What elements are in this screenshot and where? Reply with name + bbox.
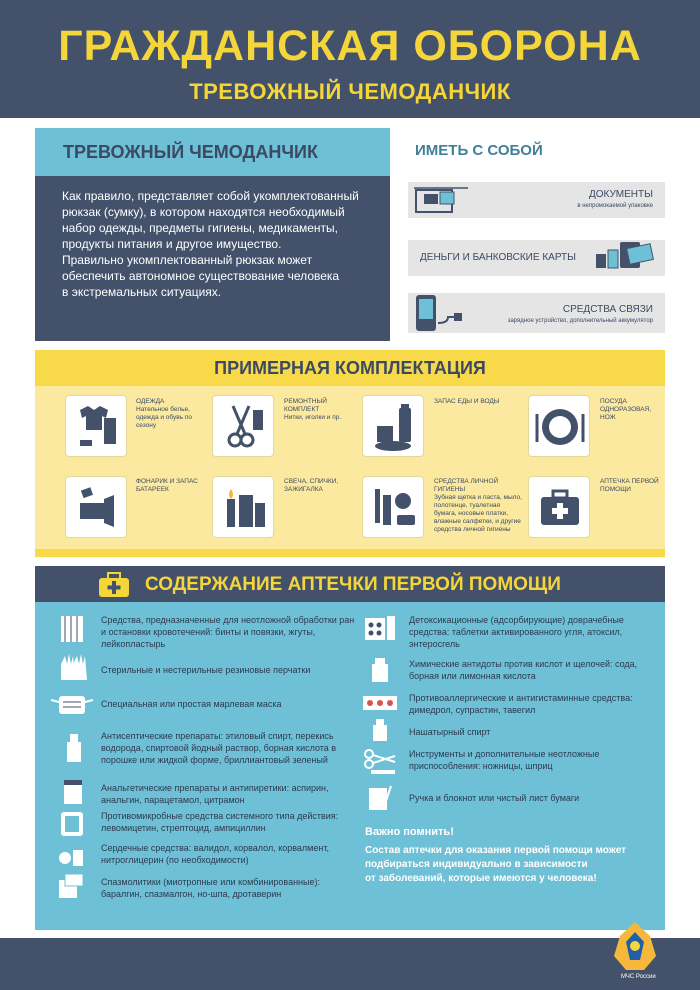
- header: [0, 0, 700, 118]
- intro-line: Как правило, представляет собой укомплектованный: [62, 189, 359, 203]
- aid-item: Антисептические препараты: этиловый спирт, перекись водорода, спиртовой йодный раствор, борная кислота в порошке или жидкой форме, бриллиантовый зеленый: [101, 731, 337, 765]
- remember-line: от заболеваний, которые имеются у человека!: [365, 873, 597, 884]
- bandage-icon: [59, 614, 87, 644]
- brand-label: МЧС России: [621, 974, 656, 980]
- aid-item: Химические антидоты против кислот и щелочей: сода, борная или лимонная кислота: [409, 659, 638, 681]
- kit-label: ПОСУДА ОДНОРАЗОВАЯ, НОЖ: [600, 398, 652, 421]
- carry-item-communication: [408, 293, 665, 333]
- kit-section: [35, 350, 665, 557]
- carry-label: ДЕНЬГИ И БАНКОВСКИЕ КАРТЫ: [420, 252, 576, 263]
- kit-label: ОДЕЖДА Нательное белье, одежда и обувь по сезону: [136, 398, 193, 429]
- intro-title: ТРЕВОЖНЫЙ ЧЕМОДАНЧИК: [63, 142, 318, 162]
- remember-line: подбираться индивидуально в зависимости: [365, 859, 588, 870]
- antidote-icon: [369, 656, 391, 684]
- carry-sub: в непромокаемой упаковке: [577, 203, 653, 209]
- aid-item: Спазмолитики (миотропные или комбинированные): баралгин, спазмалгон, но-шпа, дротаверин: [101, 877, 320, 899]
- intro-text: [35, 176, 390, 341]
- intro-line: рюкзак (сумку), в котором находятся необходимый: [62, 205, 345, 219]
- carry-label: СРЕДСТВА СВЯЗИ: [562, 304, 653, 315]
- flashlight-icon: [65, 476, 127, 538]
- aid-item: Специальная или простая марлевая маска: [101, 699, 282, 709]
- dishes-icon: [528, 395, 590, 457]
- carry-title: ИМЕТЬ С СОБОЙ: [415, 142, 543, 159]
- intro-line: обеспечить автономное существование человека: [62, 269, 340, 283]
- remember-text: [365, 844, 655, 886]
- intro-title-bar: [35, 128, 390, 176]
- mask-icon: [49, 692, 95, 720]
- sewing-kit-icon: [212, 395, 274, 457]
- aid-item: Детоксикационные (адсорбирующие) доврачебные средства: таблетки активированного угля, атоксил, энтеросгель: [409, 615, 624, 649]
- antimicrobial-icon: [59, 810, 85, 838]
- spasmolytic-icon: [57, 872, 85, 900]
- aid-section: [35, 566, 665, 930]
- tablets-icon: [363, 614, 397, 644]
- aid-item: Средства, предназначенные для неотложной обработки ран и остановки кровотечений: бинты и повязки, жгуты, лейкопластырь: [101, 615, 355, 649]
- kit-title: ПРИМЕРНАЯ КОМПЛЕКТАЦИЯ: [214, 358, 486, 378]
- intro-line: Правильно укомплектованный рюкзак может: [62, 253, 313, 267]
- food-water-icon: [362, 395, 424, 457]
- kit-label: СВЕЧА, СПИЧКИ, ЗАЖИГАЛКА: [284, 478, 339, 493]
- emercom-emblem-icon: [610, 918, 660, 974]
- hygiene-icon: [362, 476, 424, 538]
- intro-line: набор одежды, предметы гигиены, медикаменты,: [62, 221, 339, 235]
- aid-item: Ручка и блокнот или чистый лист бумаги: [409, 793, 580, 803]
- kit-label: ФОНАРИК И ЗАПАС БАТАРЕЕК: [136, 478, 198, 493]
- aid-title: СОДЕРЖАНИЕ АПТЕЧКИ ПЕРВОЙ ПОМОЩИ: [145, 574, 561, 595]
- candle-icon: [212, 476, 274, 538]
- remember-title: Важно помнить!: [365, 826, 454, 838]
- aid-item: Анальгетические препараты и антипиретики: аспирин, анальгин, парацетамол, цитрамон: [101, 783, 329, 805]
- money-cards-icon: [584, 236, 664, 276]
- carry-sub: зарядное устройство, дополнительный аккумулятор: [507, 318, 653, 324]
- kit-label: РЕМОНТНЫЙ КОМПЛЕКТ Нитки, иголки и пр.: [284, 398, 342, 421]
- intro-line: в экстремальных ситуациях.: [62, 285, 222, 299]
- kit-label: ЗАПАС ЕДЫ И ВОДЫ: [434, 398, 500, 405]
- page-subtitle: ТРЕВОЖНЫЙ ЧЕМОДАНЧИК: [189, 79, 511, 104]
- carry-item-money: [408, 240, 665, 276]
- aid-item: Противоаллергические и антигистаминные средства: димедрол, супрастин, тавегил: [409, 693, 633, 715]
- notebook-pen-icon: [365, 784, 395, 812]
- aid-item: Стерильные и нестерильные резиновые перчатки: [101, 665, 311, 675]
- footer: [0, 938, 700, 990]
- aid-item: Инструменты и дополнительные неотложные приспособления: ножницы, шприц: [409, 749, 600, 771]
- documents-icon: [412, 184, 472, 216]
- aid-item: Нашатырный спирт: [409, 727, 491, 737]
- scissors-syringe-icon: [363, 746, 399, 776]
- heart-pills-icon: [57, 842, 87, 868]
- kit-grid: [35, 386, 665, 549]
- phone-icon: [412, 293, 464, 333]
- antiallergy-icon: [361, 694, 399, 712]
- page-title: ГРАЖДАНСКАЯ ОБОРОНА: [58, 22, 642, 70]
- kit-label: АПТЕЧКА ПЕРВОЙ ПОМОЩИ: [600, 478, 659, 493]
- kit-label: СРЕДСТВА ЛИЧНОЙ ГИГИЕНЫ Зубная щетка и паста, мыло, полотенце, туалетная бумага, носовые платки, влажные салфетки, и другие средства личной гигиены: [434, 478, 522, 533]
- analgesic-icon: [61, 778, 85, 806]
- carry-label: ДОКУМЕНТЫ: [588, 189, 653, 200]
- aid-item: Противомикробные средства системного типа действия: левомицетин, стрептоцид, ампициллин: [101, 811, 339, 833]
- antiseptic-icon: [63, 732, 85, 764]
- aid-item: Сердечные средства: валидол, корвалол, корвалмент, нитроглицерин (по необходимости): [101, 843, 329, 865]
- clothes-icon: [65, 395, 127, 457]
- gloves-icon: [57, 652, 91, 682]
- aid-title-bar: [35, 566, 665, 602]
- intro-line: продукты питания и другое имущество.: [62, 237, 282, 251]
- remember-line: Состав аптечки для оказания первой помощи может: [365, 845, 627, 856]
- carry-item-documents: [408, 182, 665, 218]
- first-aid-box-icon: [98, 572, 130, 598]
- ammonia-icon: [371, 718, 389, 742]
- first-aid-kit-icon: [528, 476, 590, 538]
